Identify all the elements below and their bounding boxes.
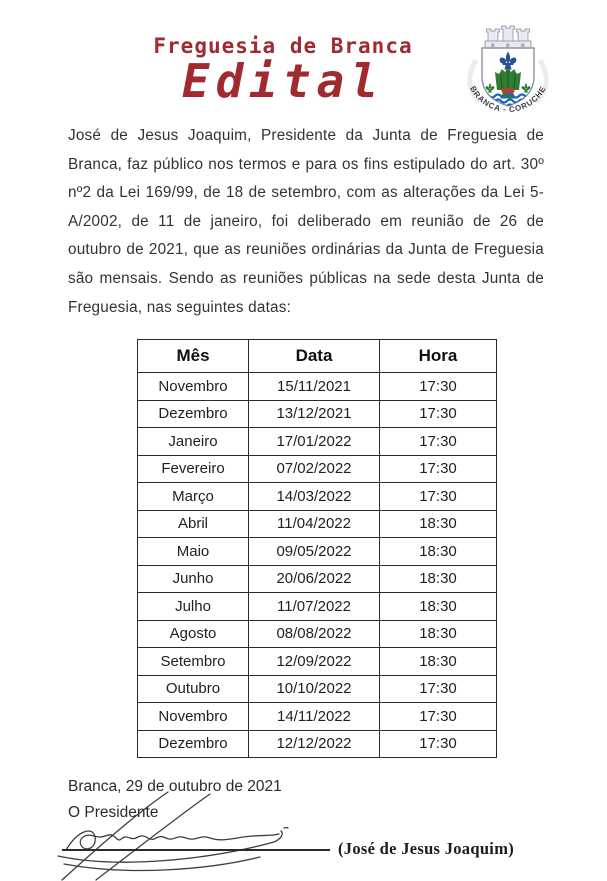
table-row xyxy=(138,593,497,621)
month-cell: Novembro xyxy=(138,703,249,731)
month-cell: Dezembro xyxy=(138,400,249,428)
table-row xyxy=(138,538,497,566)
schedule-table-body xyxy=(138,373,497,758)
date-cell: 12/12/2022 xyxy=(249,730,380,758)
month-cell: Outubro xyxy=(138,675,249,703)
month-cell: Maio xyxy=(138,538,249,566)
month-cell: Fevereiro xyxy=(138,455,249,483)
month-cell: Março xyxy=(138,483,249,511)
date-cell: 11/04/2022 xyxy=(249,510,380,538)
month-cell: Abril xyxy=(138,510,249,538)
month-cell: Dezembro xyxy=(138,730,249,758)
time-cell: 18:30 xyxy=(380,648,497,676)
time-cell: 18:30 xyxy=(380,565,497,593)
date-cell: 15/11/2021 xyxy=(249,373,380,401)
date-cell: 14/03/2022 xyxy=(249,483,380,511)
page-title: Edital xyxy=(181,54,385,108)
notice-paragraph: José de Jesus Joaquim, Presidente da Junta de Freguesia de Branca, faz público nos termos e para os fins estipulado do art. 30º nº2 da Lei 169/99, de 18 de setembro, com as alterações da Lei 5-A/2002, de 11 de janeiro, foi deliberado em reunião de 26 de outubro de 2021, que as reuniões ordinárias da Junta de Freguesia são mensais. Sendo as reuniões públicas na sede desta Junta de Freguesia, nas seguintes datas: xyxy=(68,127,544,316)
table-row xyxy=(138,703,497,731)
table-row xyxy=(138,428,497,456)
table-row xyxy=(138,730,497,758)
table-header-row xyxy=(138,340,497,373)
time-cell: 17:30 xyxy=(380,483,497,511)
crest-caption: BRANCA - CORUCHE xyxy=(468,84,548,115)
column-header-month: Mês xyxy=(138,340,249,373)
signature-icon xyxy=(48,790,360,881)
month-cell: Agosto xyxy=(138,620,249,648)
time-cell: 17:30 xyxy=(380,400,497,428)
table-row xyxy=(138,373,497,401)
time-cell: 17:30 xyxy=(380,455,497,483)
date-cell: 07/02/2022 xyxy=(249,455,380,483)
time-cell: 17:30 xyxy=(380,675,497,703)
date-cell: 13/12/2021 xyxy=(249,400,380,428)
mural-crown-icon xyxy=(485,26,531,49)
meeting-schedule-table xyxy=(137,339,497,758)
table-row xyxy=(138,648,497,676)
signer-role: O Presidente xyxy=(68,804,159,821)
date-cell: 11/07/2022 xyxy=(249,593,380,621)
time-cell: 17:30 xyxy=(380,373,497,401)
month-cell: Setembro xyxy=(138,648,249,676)
coat-of-arms xyxy=(450,20,566,122)
date-cell: 20/06/2022 xyxy=(249,565,380,593)
table-row xyxy=(138,565,497,593)
date-cell: 08/08/2022 xyxy=(249,620,380,648)
table-row xyxy=(138,510,497,538)
table-row xyxy=(138,483,497,511)
time-cell: 18:30 xyxy=(380,620,497,648)
table-row xyxy=(138,675,497,703)
date-cell: 12/09/2022 xyxy=(249,648,380,676)
table-row xyxy=(138,620,497,648)
time-cell: 18:30 xyxy=(380,538,497,566)
month-cell: Janeiro xyxy=(138,428,249,456)
month-cell: Novembro xyxy=(138,373,249,401)
column-header-date: Data xyxy=(249,340,380,373)
place-and-date: Branca, 29 de outubro de 2021 xyxy=(68,778,282,795)
date-cell: 10/10/2022 xyxy=(249,675,380,703)
org-name: Freguesia de Branca xyxy=(153,34,413,58)
month-cell: Junho xyxy=(138,565,249,593)
time-cell: 18:30 xyxy=(380,510,497,538)
time-cell: 18:30 xyxy=(380,593,497,621)
time-cell: 17:30 xyxy=(380,428,497,456)
column-header-time: Hora xyxy=(380,340,497,373)
signer-name: (José de Jesus Joaquim) xyxy=(338,839,515,858)
date-cell: 14/11/2022 xyxy=(249,703,380,731)
table-row xyxy=(138,400,497,428)
date-cell: 09/05/2022 xyxy=(249,538,380,566)
time-cell: 17:30 xyxy=(380,703,497,731)
date-cell: 17/01/2022 xyxy=(249,428,380,456)
time-cell: 17:30 xyxy=(380,730,497,758)
table-row xyxy=(138,455,497,483)
month-cell: Julho xyxy=(138,593,249,621)
